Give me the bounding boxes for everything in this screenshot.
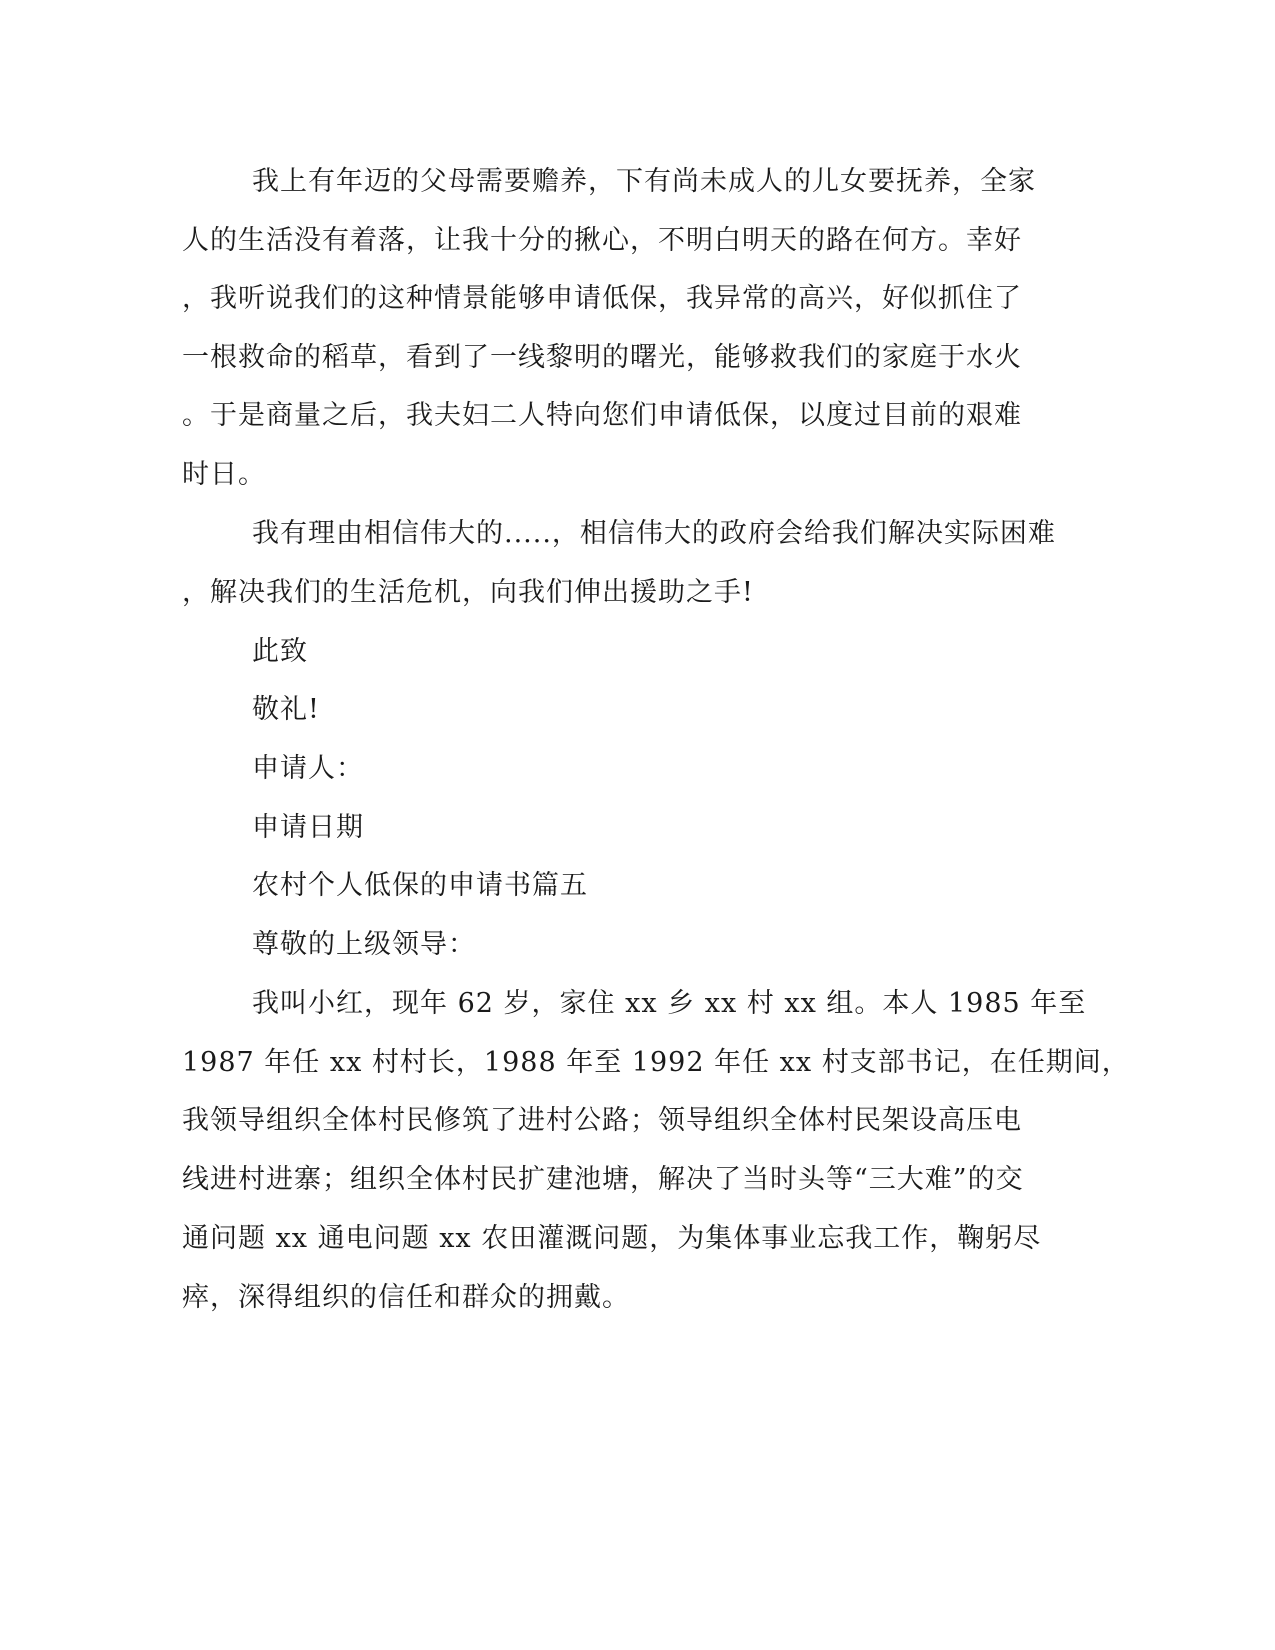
paragraph-line: 1987 年任 xx 村村长，1988 年至 1992 年任 xx 村支部书记，在任期间， xyxy=(182,1047,1130,1078)
section-title: 农村个人低保的申请书篇五 xyxy=(252,870,588,901)
paragraph-line: 时日。 xyxy=(182,459,266,490)
paragraph-line: 瘁，深得组织的信任和群众的拥戴。 xyxy=(182,1282,630,1313)
applicant-label: 申请人： xyxy=(252,753,364,784)
paragraph-line: 我上有年迈的父母需要赡养，下有尚未成人的儿女要抚养，全家 xyxy=(252,166,1036,197)
letter-greeting: 尊敬的上级领导： xyxy=(252,929,476,960)
paragraph-line: 线进村进寨；组织全体村民扩建池塘，解决了当时头等“三大难”的交 xyxy=(182,1164,1024,1195)
application-date-label: 申请日期 xyxy=(252,812,364,843)
paragraph-line: 通问题 xx 通电问题 xx 农田灌溉问题，为集体事业忘我工作，鞠躬尽 xyxy=(182,1223,1042,1254)
paragraph-line: 我有理由相信伟大的.....，相信伟大的政府会给我们解决实际困难 xyxy=(252,518,1056,549)
paragraph-line: ，我听说我们的这种情景能够申请低保，我异常的高兴，好似抓住了 xyxy=(182,283,1022,314)
paragraph-line: 我叫小红，现年 62 岁，家住 xx 乡 xx 村 xx 组。本人 1985 年至 xyxy=(252,988,1087,1019)
paragraph-line: 我领导组织全体村民修筑了进村公路；领导组织全体村民架设高压电 xyxy=(182,1105,1022,1136)
paragraph-line: ，解决我们的生活危机，向我们伸出援助之手! xyxy=(182,577,754,608)
paragraph-line: 人的生活没有着落，让我十分的揪心，不明白明天的路在何方。幸好 xyxy=(182,225,1022,256)
closing-salutation: 此致 xyxy=(252,636,308,667)
closing-regards: 敬礼! xyxy=(252,694,320,725)
paragraph-line: 。于是商量之后，我夫妇二人特向您们申请低保，以度过目前的艰难 xyxy=(182,400,1022,431)
paragraph-line: 一根救命的稻草，看到了一线黎明的曙光，能够救我们的家庭于水火 xyxy=(182,342,1022,373)
